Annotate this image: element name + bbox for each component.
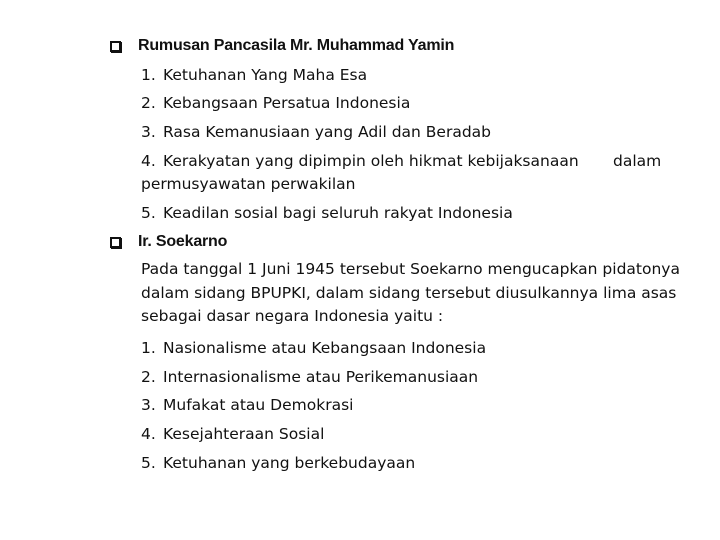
list-item-number: 5. (141, 204, 156, 222)
list-item-number: 1. (141, 66, 156, 84)
list-item (141, 93, 410, 113)
list-item (141, 151, 579, 171)
list-item-text: Nasionalisme atau Kebangsaan Indonesia (163, 339, 487, 357)
list-item (141, 367, 478, 387)
list-item-text: Ketuhanan Yang Maha Esa (163, 66, 368, 84)
list-item (141, 338, 486, 358)
section-heading: Ir. Soekarno (138, 233, 228, 250)
list-item-number: 4. (141, 425, 156, 443)
list-item-text: Kesejahteraan Sosial (163, 425, 325, 443)
section-heading: Rumusan Pancasila Mr. Muhammad Yamin (138, 37, 455, 54)
list-item (141, 424, 324, 444)
list-item (141, 453, 415, 473)
list-item-text: Ketuhanan yang berkebudayaan (163, 454, 416, 472)
list-item-number: 4. (141, 152, 156, 170)
list-item-number: 5. (141, 454, 156, 472)
list-item (141, 203, 513, 223)
list-item (141, 395, 353, 415)
list-item (141, 122, 491, 142)
list-item-text: Mufakat atau Demokrasi (163, 396, 354, 414)
list-item-text-tail: dalam (613, 152, 662, 170)
list-item-text: Internasionalisme atau Perikemanusiaan (163, 368, 479, 386)
list-item-continuation: permusyawatan perwakilan (141, 175, 356, 193)
list-item-text: Rasa Kemanusiaan yang Adil dan Beradab (163, 123, 492, 141)
section-paragraph: Pada tanggal 1 Juni 1945 tersebut Soekarno mengucapkan pidatonya dalam sidang BPUPKI, dalam sidang tersebut diusulkannya lima asas sebagai dasar negara Indonesia yaitu : (141, 260, 680, 325)
list-item-text: Kebangsaan Persatua Indonesia (163, 94, 411, 112)
section-yamin-heading-row (110, 37, 454, 55)
list-item-number: 3. (141, 123, 156, 141)
list-item (141, 65, 367, 85)
section-soekarno-heading-row (110, 233, 227, 251)
checkbox-bullet-icon (110, 41, 121, 52)
list-item-number: 2. (141, 368, 156, 386)
list-item-number: 1. (141, 339, 156, 357)
list-item-text: Kerakyatan yang dipimpin oleh hikmat kebijaksanaan (163, 152, 579, 170)
list-item-number: 2. (141, 94, 156, 112)
checkbox-bullet-icon (110, 237, 121, 248)
list-item-number: 3. (141, 396, 156, 414)
list-item-text: Keadilan sosial bagi seluruh rakyat Indonesia (163, 204, 513, 222)
